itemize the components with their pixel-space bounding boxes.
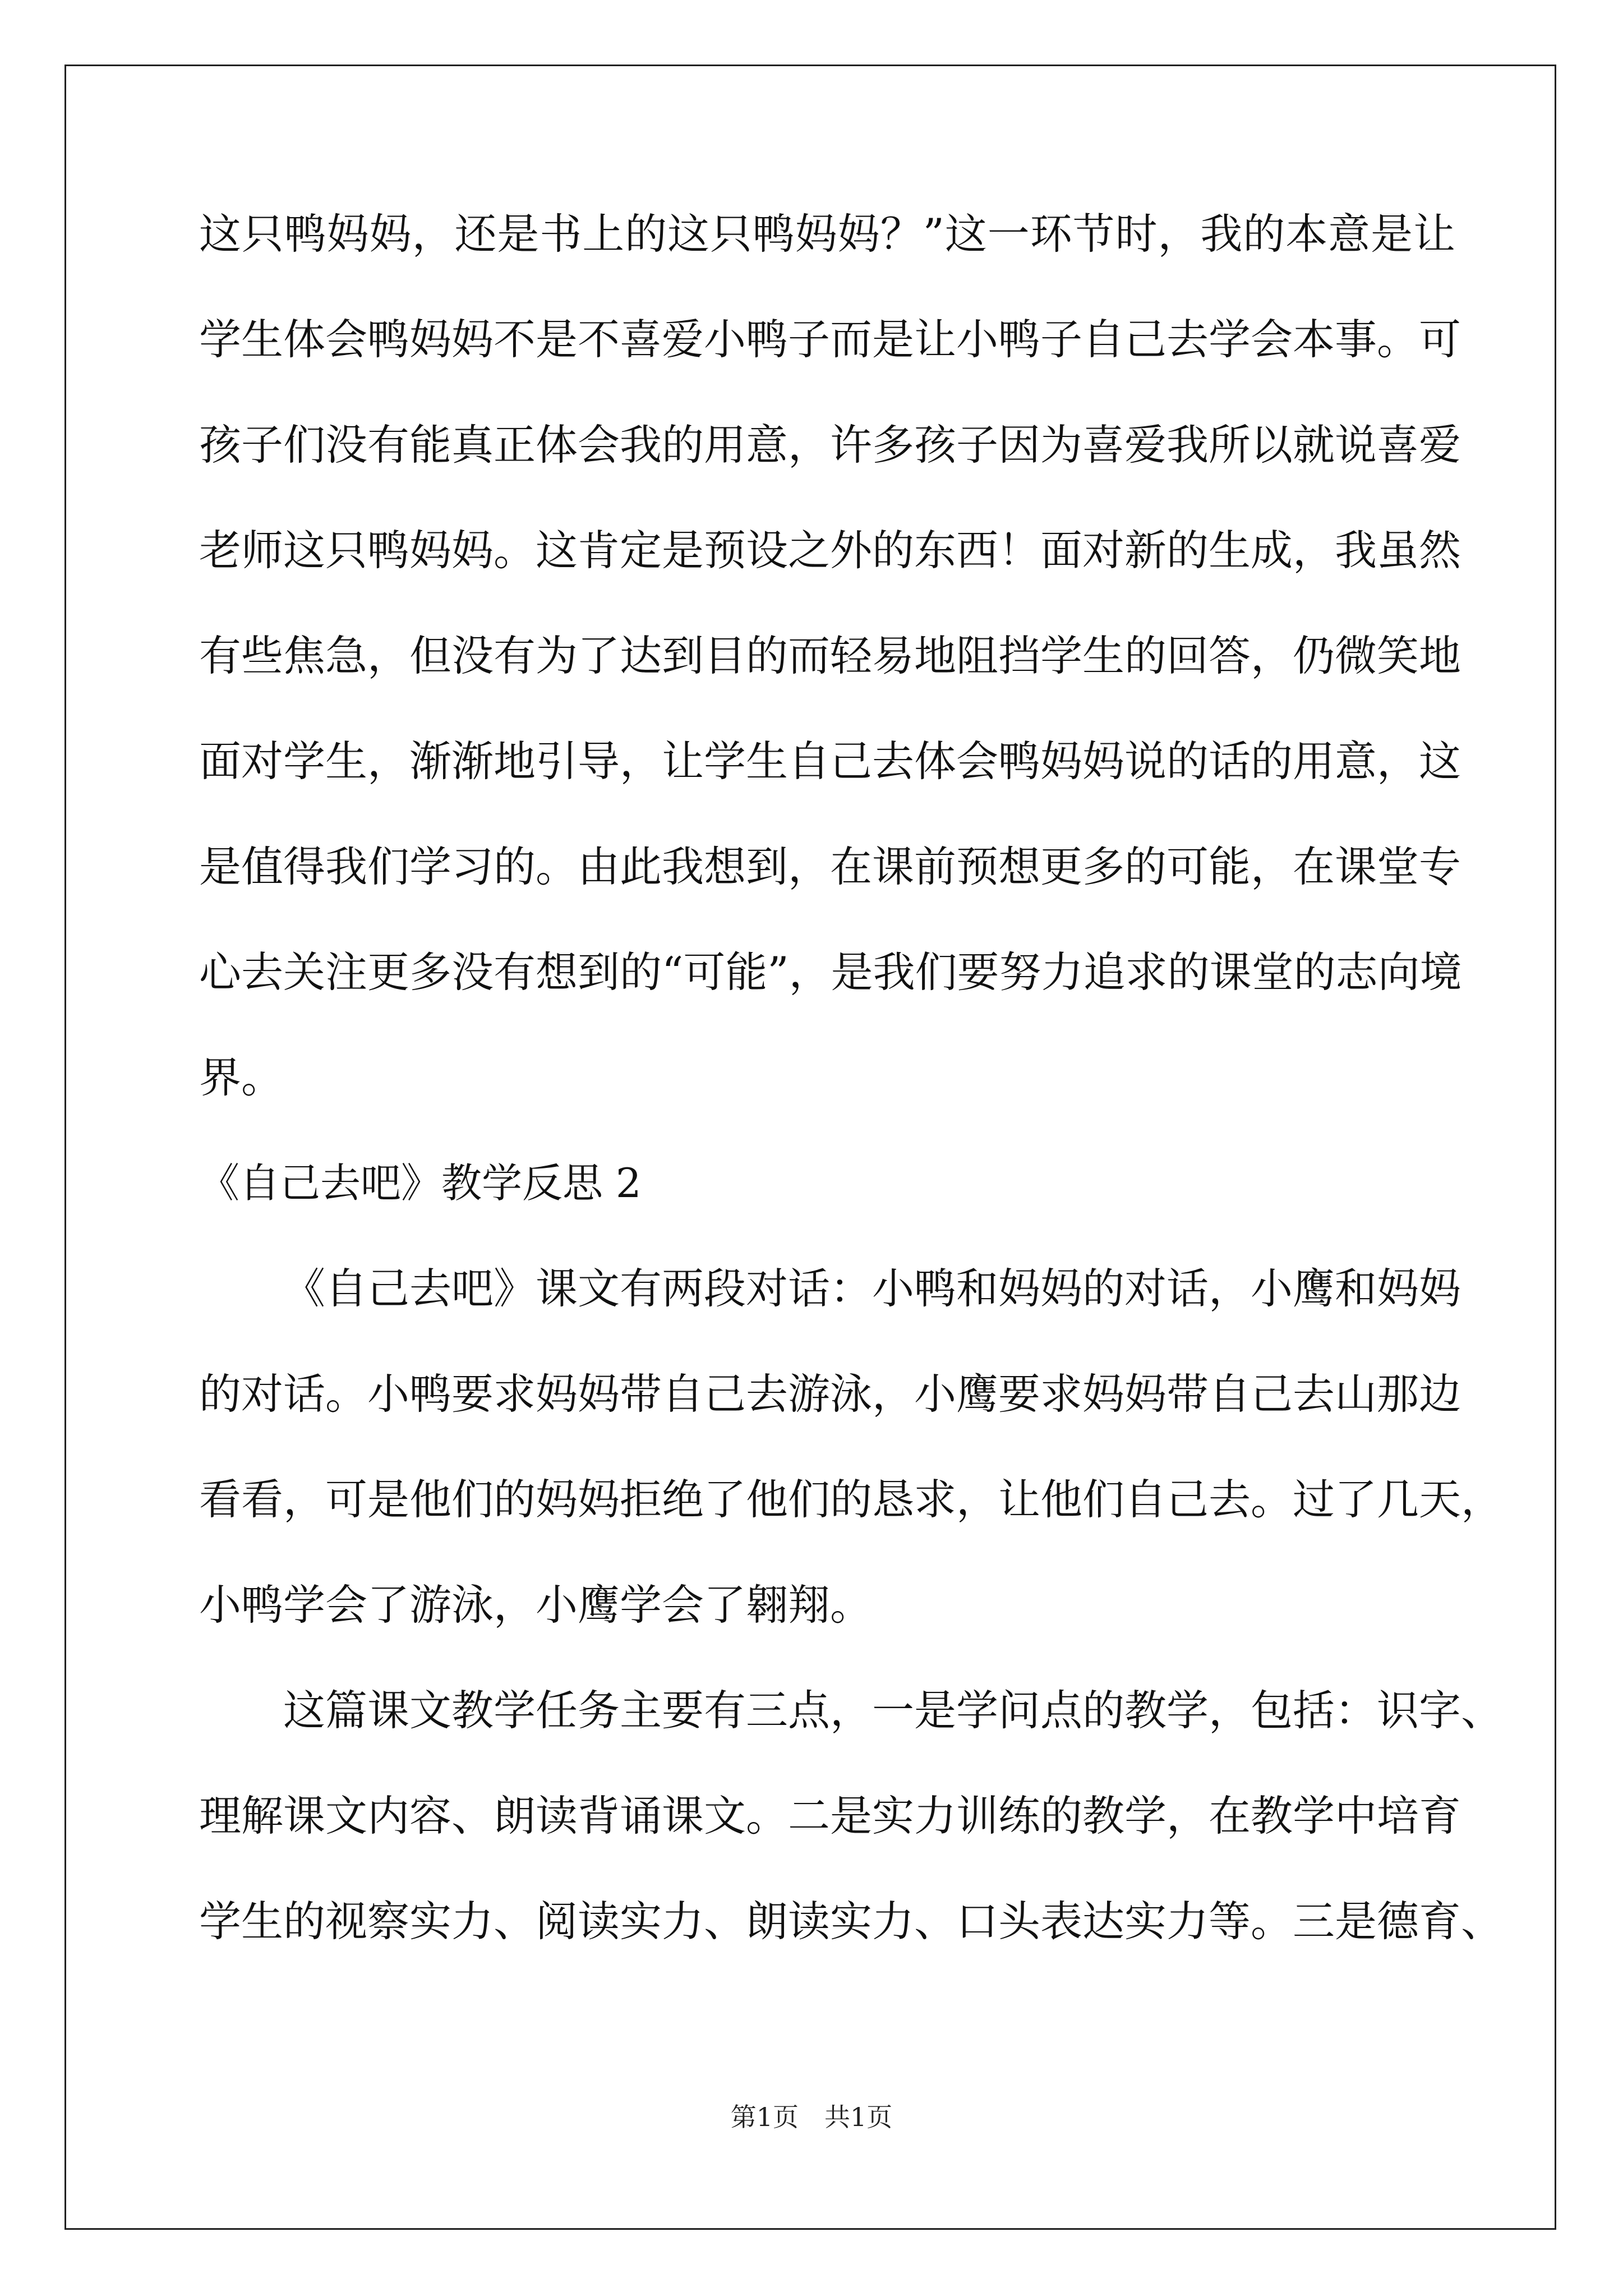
text-line [199,1791,1461,1901]
line-text: 有些焦急，但没有为了达到目的而轻易地阻挡学生的回答，仍微笑地 [199,631,1461,680]
text-line [199,947,1462,1057]
line-text: 这篇课文教学任务主要有三点，一是学问点的教学，包括：识字、 [283,1686,1504,1735]
line-text: 这只鸭妈妈，还是书上的这只鸭妈妈？”这一环节时，我的本意是让 [199,209,1455,259]
line-text: 小鸭学会了游泳，小鹰学会了翱翔。 [199,1580,873,1630]
text-line [199,1686,1504,1795]
page-number-footer: 第1页 共1页 [730,2102,893,2132]
line-text: 看看，可是他们的妈妈拒绝了他们的恳求，让他们自己去。过了几天， [199,1475,1504,1524]
text-line [199,526,1461,635]
line-text: 孩子们没有能真正体会我的用意，许多孩子因为喜爱我所以就说喜爱 [199,420,1461,470]
text-line [199,631,1461,740]
text-line [199,1053,1455,1162]
document-body [199,209,1504,2006]
text-line [199,1369,1461,1479]
text-line [199,1264,1461,1373]
text-line [199,315,1461,424]
text-line [199,842,1461,951]
section-heading [199,1159,1455,1268]
line-text: 是值得我们学习的。由此我想到，在课前预想更多的可能，在课堂专 [199,842,1461,891]
text-line [199,1897,1504,2006]
line-text: 理解课文内容、朗读背诵课文。二是实力训练的教学，在教学中培育 [199,1791,1461,1841]
heading-text: 《自己去吧》教学反思 2 [199,1159,642,1207]
line-text: 学生的视察实力、阅读实力、朗读实力、口头表达实力等。三是德育、 [199,1897,1504,1946]
line-text: 心去关注更多没有想到的“可能”，是我们要努力追求的课堂的志向境 [199,947,1462,997]
text-line [199,1580,1455,1690]
line-text: 面对学生，渐渐地引导，让学生自己去体会鸭妈妈说的话的用意，这 [199,737,1461,786]
line-text: 《自己去吧》课文有两段对话：小鸭和妈妈的对话，小鹰和妈妈 [283,1264,1461,1313]
text-line [199,209,1455,319]
line-text: 的对话。小鸭要求妈妈带自己去游泳，小鹰要求妈妈带自己去山那边 [199,1369,1461,1419]
line-text: 学生体会鸭妈妈不是不喜爱小鸭子而是让小鸭子自己去学会本事。可 [199,315,1461,364]
line-text: 界。 [199,1053,284,1102]
text-line [199,420,1461,530]
text-line [199,737,1461,846]
line-text: 老师这只鸭妈妈。这肯定是预设之外的东西！面对新的生成，我虽然 [199,526,1461,575]
text-line [199,1475,1504,1584]
